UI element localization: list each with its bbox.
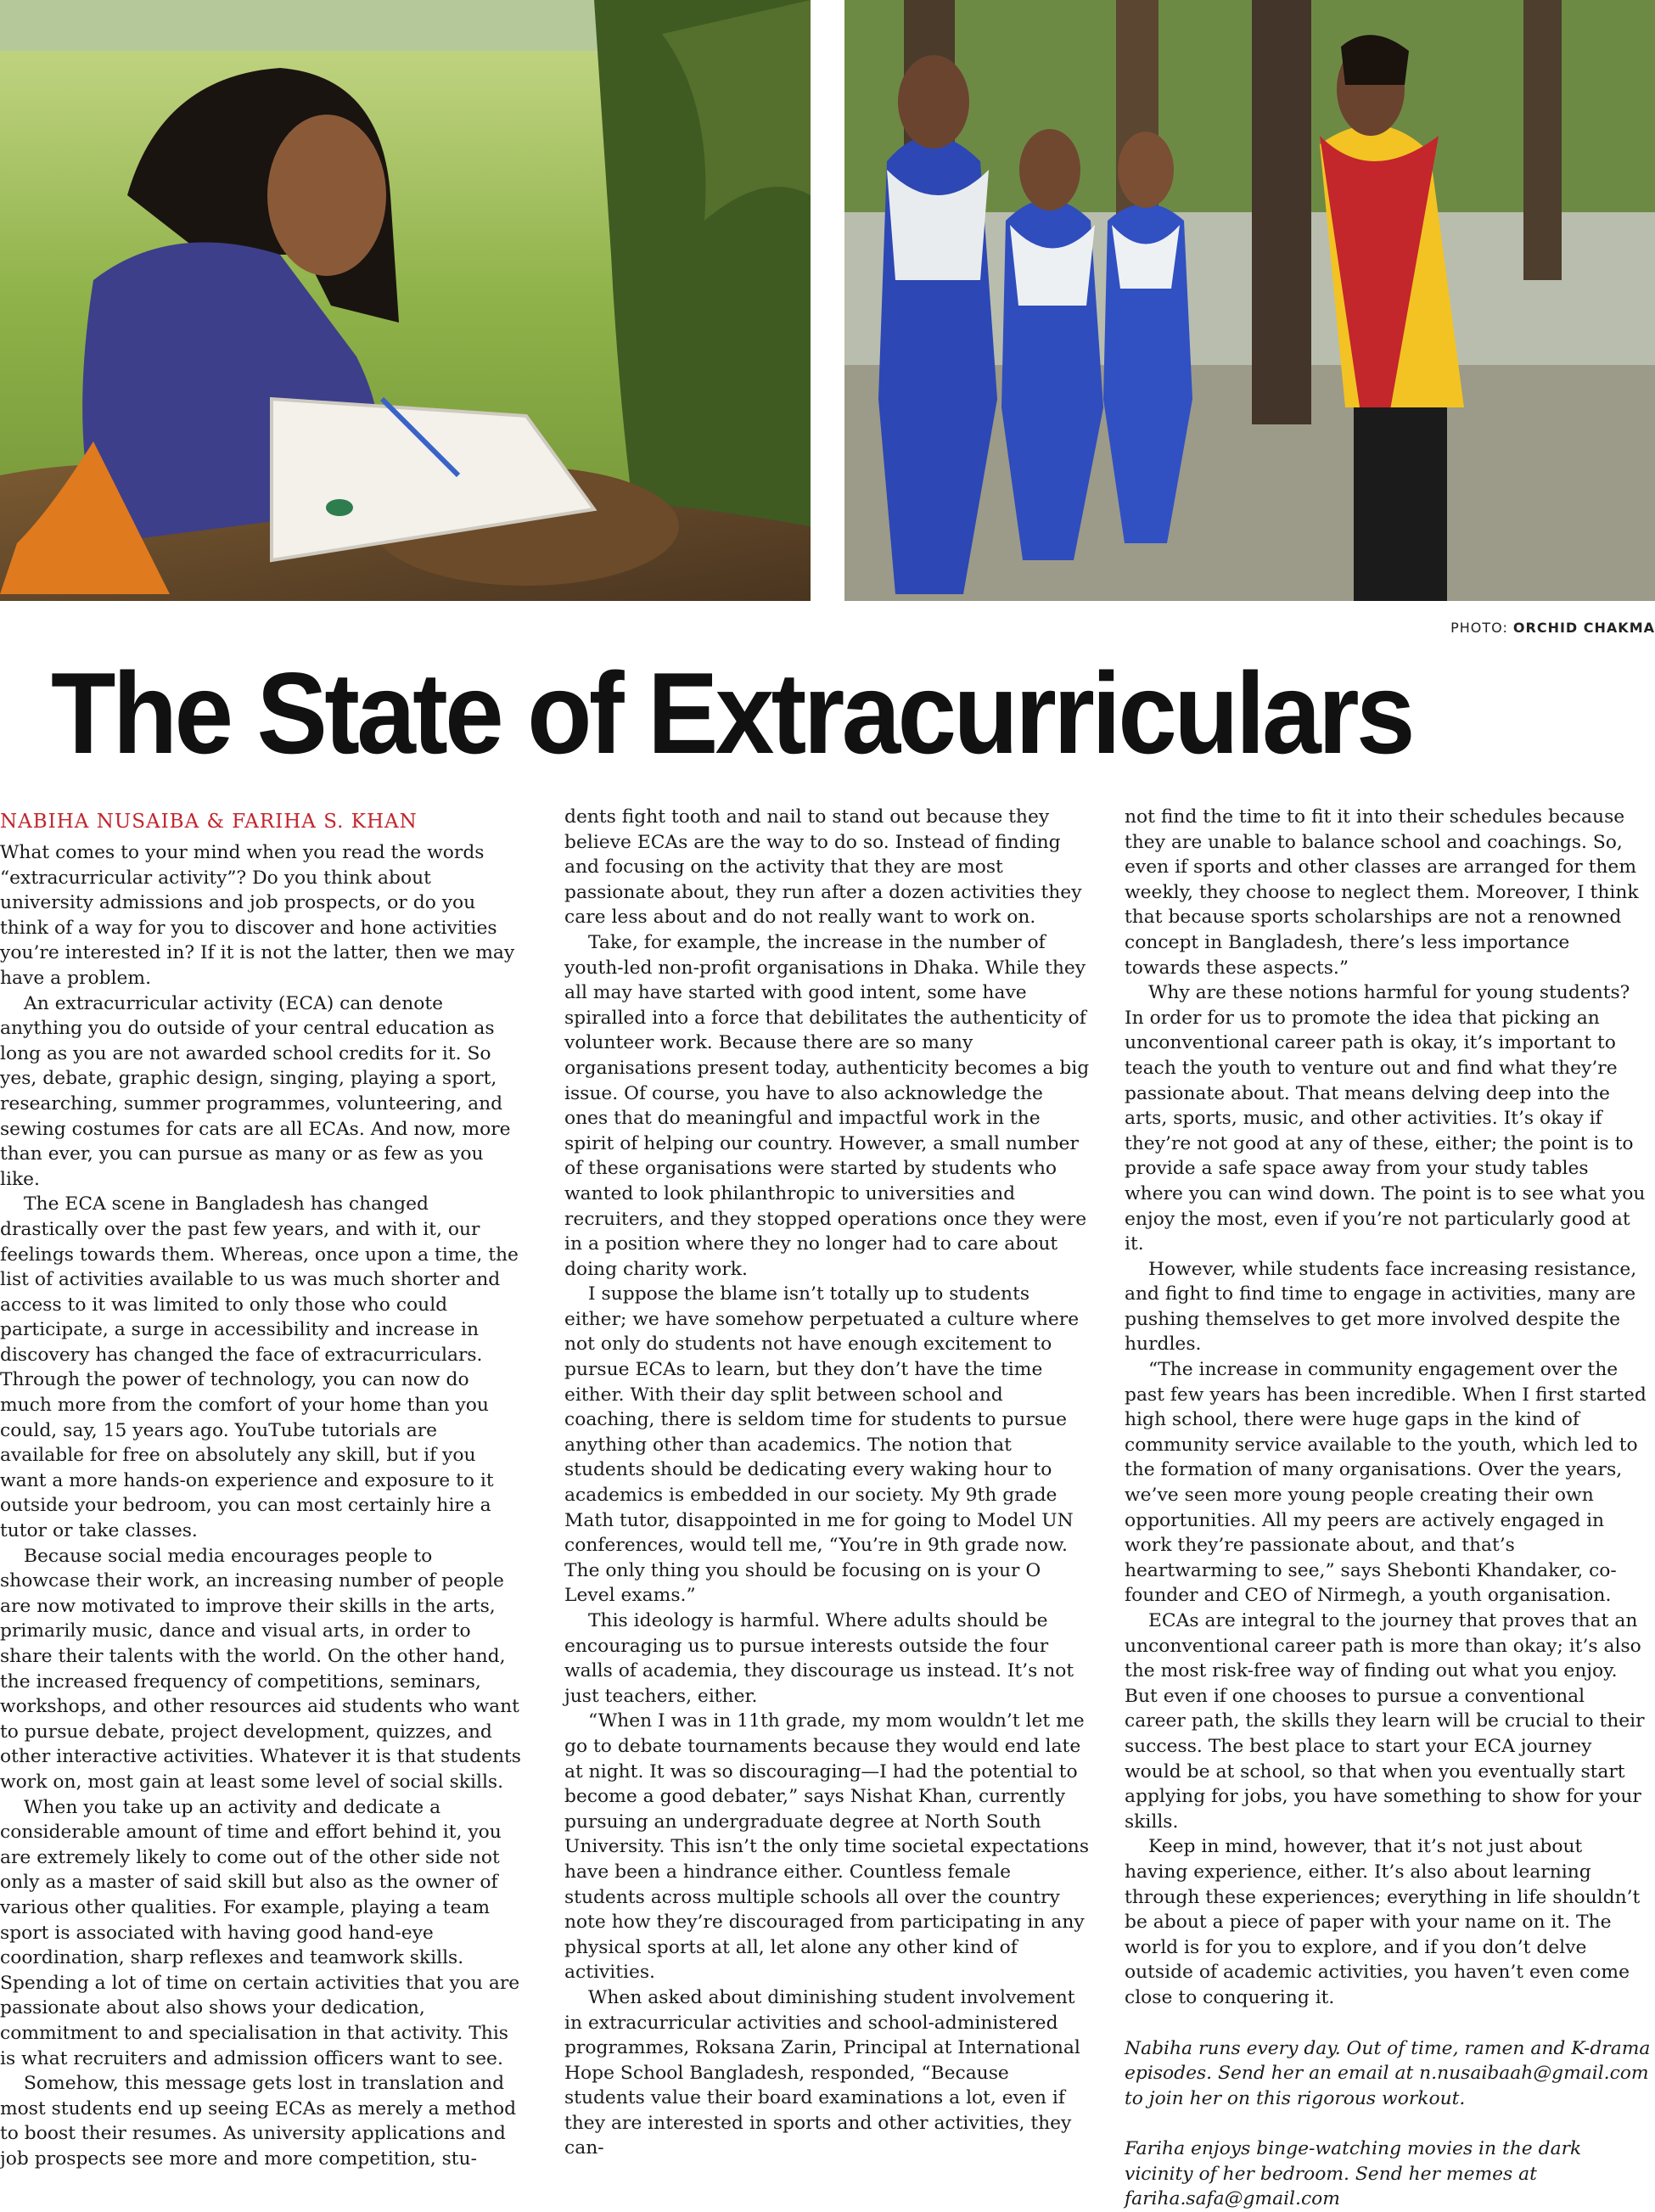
photo-girl-drawing xyxy=(0,0,811,601)
paragraph: I suppose the blame isn’t totally up to students either; we have somehow perpetuated a culture where not only do students not have enough excitement to pursue ECAs to learn, but they don’t have the time either. With their day split between school and coaching, there is seldom time for students to pursue anything other than academics. The notion that students should be dedicating every waking hour to academics is embedded in our society. My 9th grade Math tutor, disappointed in me for going to Model UN conferences, would tell me, “You’re in 9th grade now. The only thing you should be focusing on is your O Level exams.” xyxy=(564,1283,1080,1607)
paragraph: dents fight tooth and nail to stand out because they believe ECAs are the way to do so. Instead of finding and focusing on the activity that they are most passionate about, they run after a dozen activities they care less about and do not really want to work on. xyxy=(564,806,1082,929)
paragraph: Keep in mind, however, that it’s not just about having experience, either. It’s also about learning through these experiences; everything in life shouldn’t be about a piece of paper with your name on it. The world is for you to explore, and if you don’t delve outside of academic activities, you haven’t even come close to conquering it. xyxy=(1125,1836,1641,2008)
photo-students-mentor xyxy=(844,0,1655,601)
article-column-2 xyxy=(564,805,1091,2161)
photo-credit-label: PHOTO: xyxy=(1450,620,1508,636)
photo-credit xyxy=(1450,620,1655,636)
paragraph: Because social media encourages people to showcase their work, an increasing number of people are now motivated to improve their skills in the arts, primarily music, dance and visual arts, in order to share their talents with the world. On the other hand, the increased frequency of competitions, seminars, workshops, and other resources aid students who want to pursue debate, project development, quizzes, and other interactive activities. Whatever it is that students work on, most gain at least some level of social skills. xyxy=(0,1545,521,1793)
photo-credit-name: ORCHID CHAKMA xyxy=(1512,620,1655,636)
article-column-3 xyxy=(1125,805,1651,2212)
paragraph: Take, for example, the increase in the number of youth-led non-profit organisations in Dhaka. While they all may have started with good intent, some have spiralled into a force that debilitates the authenticity of volunteer work. Because there are so many organisations present today, authenticity becomes a big issue. Of course, you have to also acknowledge the ones that do meaningful and impactful work in the spirit of helping our country. However, a small number of these organisations were started by students who wanted to look philanthropic to universities and recruiters, and they stopped operations once they were in a position where they no longer had to care about doing charity work. xyxy=(564,931,1090,1280)
paragraph: This ideology is harmful. Where adults should be encouraging us to pursue interests outside the four walls of academia, they discourage us instead. It’s not just teachers, either. xyxy=(564,1610,1074,1707)
paragraph: What comes to your mind when you read the words “extracurricular activity”? Do you think about university admissions and job prospects, or do you think of a way for you to discover and hone activities you’re interested in? If it is not the latter, then we may have a problem. xyxy=(0,842,515,989)
article-column-1 xyxy=(0,840,526,2171)
photo-girl-drawing-image xyxy=(0,0,811,601)
paragraph: When asked about diminishing student involvement in extracurricular activities and school-administered programmes, Roksana Zarin, Principal at International Hope School Bangladesh, responded, “Because students value their board examinations a lot, even if they are interested in sports and other activities, they can- xyxy=(564,1986,1080,2159)
paragraph: “The increase in community engagement over the past few years has been incredible. When I first started high school, there were huge gaps in the kind of community service available to the youth, which led to the formation of many organisations. Over the years, we’ve seen more young people creating their own opportunities. All my peers are actively engaged in work they’re passionate about, and that’s heartwarming to see,” says Shebonti Khandaker, co-founder and CEO of Nirmegh, a youth organisation. xyxy=(1125,1359,1647,1607)
paragraph: An extracurricular activity (ECA) can denote anything you do outside of your central education as long as you are not awarded school credits for it. So yes, debate, graphic design, singing, playing a sport, researching, summer programmes, volunteering, and sewing costumes for cats are all ECAs. And now, more than ever, you can pursue as many or as few as you like. xyxy=(0,992,511,1190)
paragraph: ECAs are integral to the journey that proves that an unconventional career path is more than okay; it’s also the most risk-free way of finding out what you enjoy. But even if one chooses to pursue a conventional career path, the skills they learn will be crucial to their success. The best place to start your ECA journey would be at school, so that when you eventually start applying for jobs, you have something to show for your skills. xyxy=(1125,1610,1645,1833)
paragraph: However, while students face increasing resistance, and fight to find time to engage in activities, many are pushing themselves to get more involved despite the hurdles. xyxy=(1125,1258,1637,1356)
paragraph: The ECA scene in Bangladesh has changed drastically over the past few years, and with it, our feelings towards them. Whereas, once upon a time, the list of activities available to us was much shorter and access to it was limited to only those who could participate, a surge in accessibility and increase in discovery has changed the face of extracurriculars. Through the power of technology, you can now do much more from the comfort of your home than you could, say, 15 years ago. YouTube tutorials are available for free on absolutely any skill, but if you want a more hands-on experience and exposure to it outside your bedroom, you can most certainly hire a tutor or take classes. xyxy=(0,1193,519,1542)
paragraph: “When I was in 11th grade, my mom wouldn’t let me go to debate tournaments because they would end late at night. It was so discouraging—I had the potential to become a good debater,” says Nishat Khan, currently pursuing an undergraduate degree at North South University. This isn’t the only time societal expectations have been a hindrance either. Countless female students across multiple schools all over the country note how they’re discouraged from participating in any physical sports at all, let alone any other kind of activities. xyxy=(564,1710,1090,1984)
paragraph: not find the time to fit it into their schedules because they are unable to balance school and coachings. So, even if sports and other classes are arranged for them weekly, they choose to neglect them. Moreover, I think that because sports scholarships are not a renowned concept in Bangladesh, there’s less importance towards these aspects.” xyxy=(1125,806,1639,979)
paragraph: Why are these notions harmful for young students? In order for us to promote the idea that picking an unconventional career path is okay, it’s important to teach the youth to venture out and find what they’re passionate about. That means delving deep into the arts, sports, music, and other activities. It’s okay if they’re not good at any of these, either; the point is to provide a safe space away from your study tables where you can wind down. The point is to see what you enjoy the most, even if you’re not particularly good at it. xyxy=(1125,982,1646,1255)
paragraph: When you take up an activity and dedicate a considerable amount of time and effort behind it, you are extremely likely to come out of the other side not only as a master of said skill but also as the owner of various other qualities. For example, playing a team sport is associated with having good hand-eye coordination, sharp reflexes and teamwork skills. Spending a lot of time on certain activities that you are passionate about also shows your dedication, commitment to and specialisation in that activity. This is what recruiters and admission officers want to see. xyxy=(0,1796,520,2069)
article-byline: NABIHA NUSAIBA & FARIHA S. KHAN xyxy=(0,811,418,833)
author-bio-nabiha: Nabiha runs every day. Out of time, ramen and K-drama episodes. Send her an email at n.nusaibaah@gmail.com to join her on this rigorous workout. xyxy=(1125,2037,1651,2109)
article-headline: The State of Extracurriculars xyxy=(51,648,1412,778)
photo-students-mentor-image xyxy=(844,0,1655,601)
author-bio-fariha: Fariha enjoys binge-watching movies in the dark vicinity of her bedroom. Send her memes at fariha.safa@gmail.com xyxy=(1125,2138,1582,2210)
paragraph: Somehow, this message gets lost in translation and most students end up seeing ECAs as merely a method to boost their resumes. As university applications and job prospects see more and more competition, stu- xyxy=(0,2073,517,2170)
